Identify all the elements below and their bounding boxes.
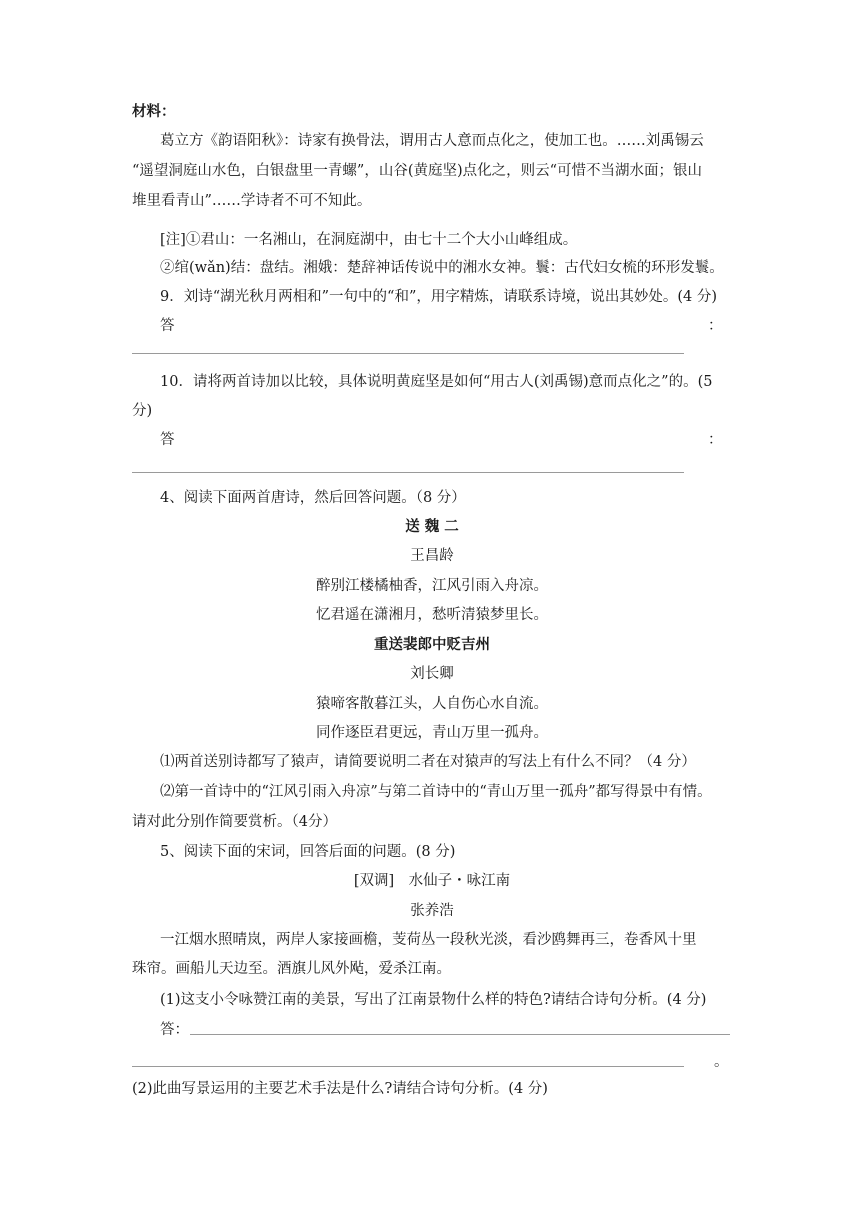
- poem-2-line-1: 猿啼客散暮江头，人自伤心水自流。: [316, 696, 548, 712]
- s5-answer-label: 答：: [160, 1022, 189, 1038]
- section-5-intro: 5、阅读下面的宋词，回答后面的问题。(8 分): [160, 844, 456, 860]
- poem-2-line-2: 同作逐臣君更远，青山万里一孤舟。: [316, 725, 548, 741]
- question-10-line-2: 分): [132, 403, 153, 419]
- q10-answer-label: 答: [160, 432, 175, 448]
- q10-answer-line[interactable]: [132, 472, 684, 473]
- section-4-question-1: ⑴两首送别诗都写了猿声，请简要说明二者在对猿声的写法上有什么不同？（4 分）: [160, 754, 696, 770]
- q9-answer-colon: ：: [708, 318, 723, 334]
- poem-1-line-1: 醉别江楼橘柚香，江风引雨入舟凉。: [316, 578, 548, 594]
- section-4-question-2-line-2: 请对此分别作简要赏析。（4分）: [132, 814, 337, 830]
- material-line-1: 葛立方《韵语阳秋》：诗家有换骨法，谓用古人意而点化之，使加工也。……刘禹锡云: [160, 133, 704, 149]
- lyric-line-1: 一江烟水照晴岚，两岸人家接画檐，芰荷丛一段秋光淡，看沙鸥舞再三，卷香风十里: [160, 932, 697, 948]
- q9-answer-line[interactable]: [132, 353, 684, 354]
- poem-2-title: 重送裴郎中贬吉州: [374, 636, 490, 653]
- lyric-title: [双调] 水仙子・咏江南: [353, 873, 511, 889]
- question-10-line-1: 10．请将两首诗加以比较，具体说明黄庭坚是如何“用古人(刘禹锡)意而点化之”的。(5: [160, 374, 713, 390]
- lyric-line-2: 珠帘。画船儿天边至。酒旗儿风外飐，爱杀江南。: [132, 961, 451, 977]
- s5-answer-line-2[interactable]: [132, 1066, 684, 1067]
- section-5-question-2: (2)此曲写景运用的主要艺术手法是什么?请结合诗句分析。(4 分): [132, 1081, 548, 1097]
- poem-1-author: 王昌龄: [410, 548, 454, 564]
- s5-answer-end-mark: 。: [714, 1054, 729, 1070]
- question-9: 9．刘诗“湖光秋月两相和”一句中的“和”，用字精炼，请联系诗境，说出其妙处。(4 分): [160, 289, 718, 305]
- material-line-2: “遥望洞庭山水色，白银盘里一青螺”，山谷(黄庭坚)点化之，则云“可惜不当湖水面；银山: [132, 163, 703, 179]
- poem-1-line-2: 忆君遥在潇湘月，愁听清猿梦里长。: [316, 607, 548, 623]
- section-4-question-2-line-1: ⑵第一首诗中的“江风引雨入舟凉”与第二首诗中的“青山万里一孤舟”都写得景中有情。: [160, 784, 712, 800]
- note-1: [注]①君山：一名湘山，在洞庭湖中，由七十二个大小山峰组成。: [160, 232, 578, 248]
- section-4-intro: 4、阅读下面两首唐诗，然后回答问题。（8 分）: [160, 490, 466, 506]
- poem-2-author: 刘长卿: [410, 666, 454, 682]
- lyric-author: 张养浩: [410, 903, 454, 919]
- q9-answer-label: 答: [160, 318, 175, 334]
- s5-answer-line-1[interactable]: [190, 1034, 730, 1035]
- q10-answer-colon: ：: [708, 432, 723, 448]
- note-2: ②绾(wǎn)结：盘结。湘娥：楚辞神话传说中的湘水女神。鬟：古代妇女梳的环形发鬟。: [160, 260, 724, 276]
- poem-1-title: 送 魏 二: [405, 518, 459, 535]
- section-5-question-1: (1)这支小令咏赞江南的美景，写出了江南景物什么样的特色?请结合诗句分析。(4 分): [160, 992, 707, 1008]
- material-line-3: 堆里看青山”……学诗者不可不知此。: [132, 193, 372, 209]
- material-heading: 材料：: [132, 103, 176, 120]
